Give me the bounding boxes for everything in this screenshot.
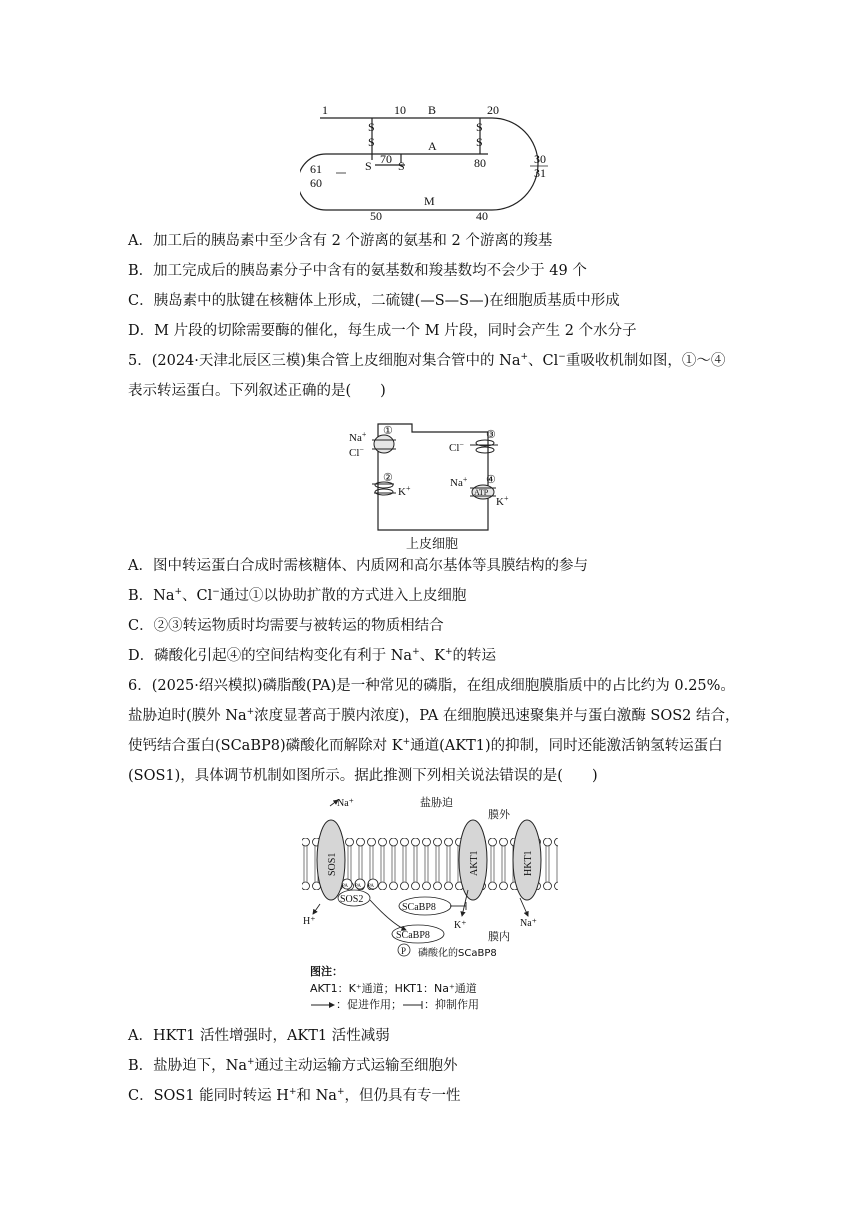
- na-label-2: Na+: [450, 475, 468, 489]
- label-20: 20: [487, 103, 499, 117]
- sulfur-6: S: [398, 159, 405, 173]
- k-label-2: K+: [496, 494, 509, 508]
- sulfur-1: S: [368, 120, 375, 134]
- circle-1: ①: [383, 425, 393, 437]
- legend-arrows: ：促进作用； ：抑制作用: [310, 996, 479, 1012]
- circle-4: ④: [486, 474, 496, 486]
- cl-label-2: Cl−: [449, 440, 464, 454]
- q5-stem-line1: 5．(2024·天津北辰区三模)集合管上皮细胞对集合管中的 Na+、Cl−重吸收机制如图，①～④: [128, 352, 726, 369]
- inhibit-arrow-icon: [402, 1000, 424, 1010]
- label-80: 80: [474, 156, 486, 170]
- label-30: 30: [534, 152, 546, 166]
- legend-title: 图注：: [310, 965, 343, 978]
- q5-stem-line2: 表示转运蛋白。下列叙述正确的是( ): [128, 383, 386, 399]
- na-top-label: Na⁺: [337, 798, 354, 809]
- q4-option-b: B．加工完成后的胰岛素分子中含有的氨基数和羧基数均不会少于 49 个: [128, 263, 587, 279]
- label-61: 61: [310, 162, 322, 176]
- phospho-scabp8-label: 磷酸化的SCaBP8: [418, 948, 497, 959]
- pa-label-3: PA: [368, 884, 374, 889]
- h-label: H⁺: [303, 916, 316, 927]
- label-m: M: [424, 194, 435, 208]
- sos2-label: SOS2: [340, 894, 364, 905]
- membrane-diagram: [295, 790, 565, 970]
- q5-option-c: C．②③转运物质时均需要与被转运的物质相结合: [128, 618, 444, 634]
- outside-label: 膜外: [488, 808, 510, 821]
- q6-stem-line4: (SOS1)，具体调节机制如图所示。据此推测下列相关说法错误的是( ): [128, 768, 598, 784]
- cl-label-1: Cl−: [349, 445, 364, 459]
- atp-label: ATP: [474, 488, 489, 497]
- q6-stem-line2: 盐胁迫时(膜外 Na+浓度显著高于膜内浓度)，PA 在细胞膜迅速聚集并与蛋白激酶 SOS2 结合，: [128, 707, 740, 724]
- label-31: 31: [534, 166, 546, 180]
- q6-option-c: C．SOS1 能同时转运 H+和 Na+，但仍具有专一性: [128, 1087, 461, 1104]
- q5-option-d: D．磷酸化引起④的空间结构变化有利于 Na+、K+的转运: [128, 647, 497, 664]
- scabp8-label-2: SCaBP8: [396, 930, 430, 941]
- label-60: 60: [310, 176, 322, 190]
- sulfur-5: S: [365, 159, 372, 173]
- na-label-1: Na+: [349, 430, 367, 444]
- q6-option-a: A．HKT1 活性增强时，AKT1 活性减弱: [128, 1028, 390, 1044]
- label-70: 70: [380, 152, 392, 166]
- label-1: 1: [322, 103, 328, 117]
- q6-option-b: B．盐胁迫下，Na+通过主动运输方式运输至细胞外: [128, 1057, 458, 1074]
- label-10: 10: [394, 103, 406, 117]
- label-a: A: [428, 139, 437, 153]
- pa-label-1: PA: [342, 884, 348, 889]
- salt-stress-label: 盐胁迫: [420, 796, 453, 809]
- q5-option-a: A．图中转运蛋白合成时需核糖体、内质网和高尔基体等具膜结构的参与: [128, 558, 588, 574]
- legend-channels: AKT1：K⁺通道；HKT1：Na⁺通道: [310, 982, 477, 995]
- na-bottom-label: Na⁺: [520, 918, 537, 929]
- promote-arrow-icon: [310, 1000, 336, 1010]
- circle-2: ②: [383, 472, 393, 484]
- hkt1-label: HKT1: [523, 850, 534, 876]
- q4-option-c: C．胰岛素中的肽键在核糖体上形成，二硫键(—S—S—)在细胞质基质中形成: [128, 293, 620, 309]
- k-label: K⁺: [454, 920, 467, 931]
- label-40: 40: [476, 209, 488, 223]
- label-50: 50: [370, 209, 382, 223]
- q4-option-d: D．M 片段的切除需要酶的催化，每生成一个 M 片段，同时会产生 2 个水分子: [128, 323, 637, 339]
- scabp8-label-1: SCaBP8: [402, 902, 436, 913]
- label-b: B: [428, 103, 437, 117]
- q6-stem-line1: 6．(2025·绍兴模拟)磷脂酸(PA)是一种常见的磷脂，在组成细胞膜脂质中的占比约为 0.25%。: [128, 678, 735, 694]
- phosphate-label: P: [401, 946, 407, 956]
- circle-3: ③: [486, 429, 496, 441]
- sulfur-4: S: [476, 135, 483, 149]
- q5-option-b: B．Na+、Cl−通过①以协助扩散的方式进入上皮细胞: [128, 587, 467, 604]
- epithelial-cell-caption: 上皮细胞: [406, 537, 459, 552]
- sulfur-2: S: [368, 135, 375, 149]
- pa-label-2: PA: [355, 884, 361, 889]
- inside-label: 膜内: [488, 930, 510, 943]
- insulin-diagram: [300, 98, 560, 224]
- sulfur-3: S: [476, 120, 483, 134]
- sos1-label: SOS1: [327, 852, 338, 876]
- epithelial-cell-diagram: [340, 418, 520, 552]
- k-label-1: K+: [398, 484, 411, 498]
- akt1-label: AKT1: [469, 850, 480, 876]
- q4-option-a: A．加工后的胰岛素中至少含有 2 个游离的氨基和 2 个游离的羧基: [128, 233, 553, 249]
- q6-stem-line3: 使钙结合蛋白(SCaBP8)磷酸化而解除对 K+通道(AKT1)的抑制，同时还能激活钠氢转运蛋白: [128, 737, 723, 754]
